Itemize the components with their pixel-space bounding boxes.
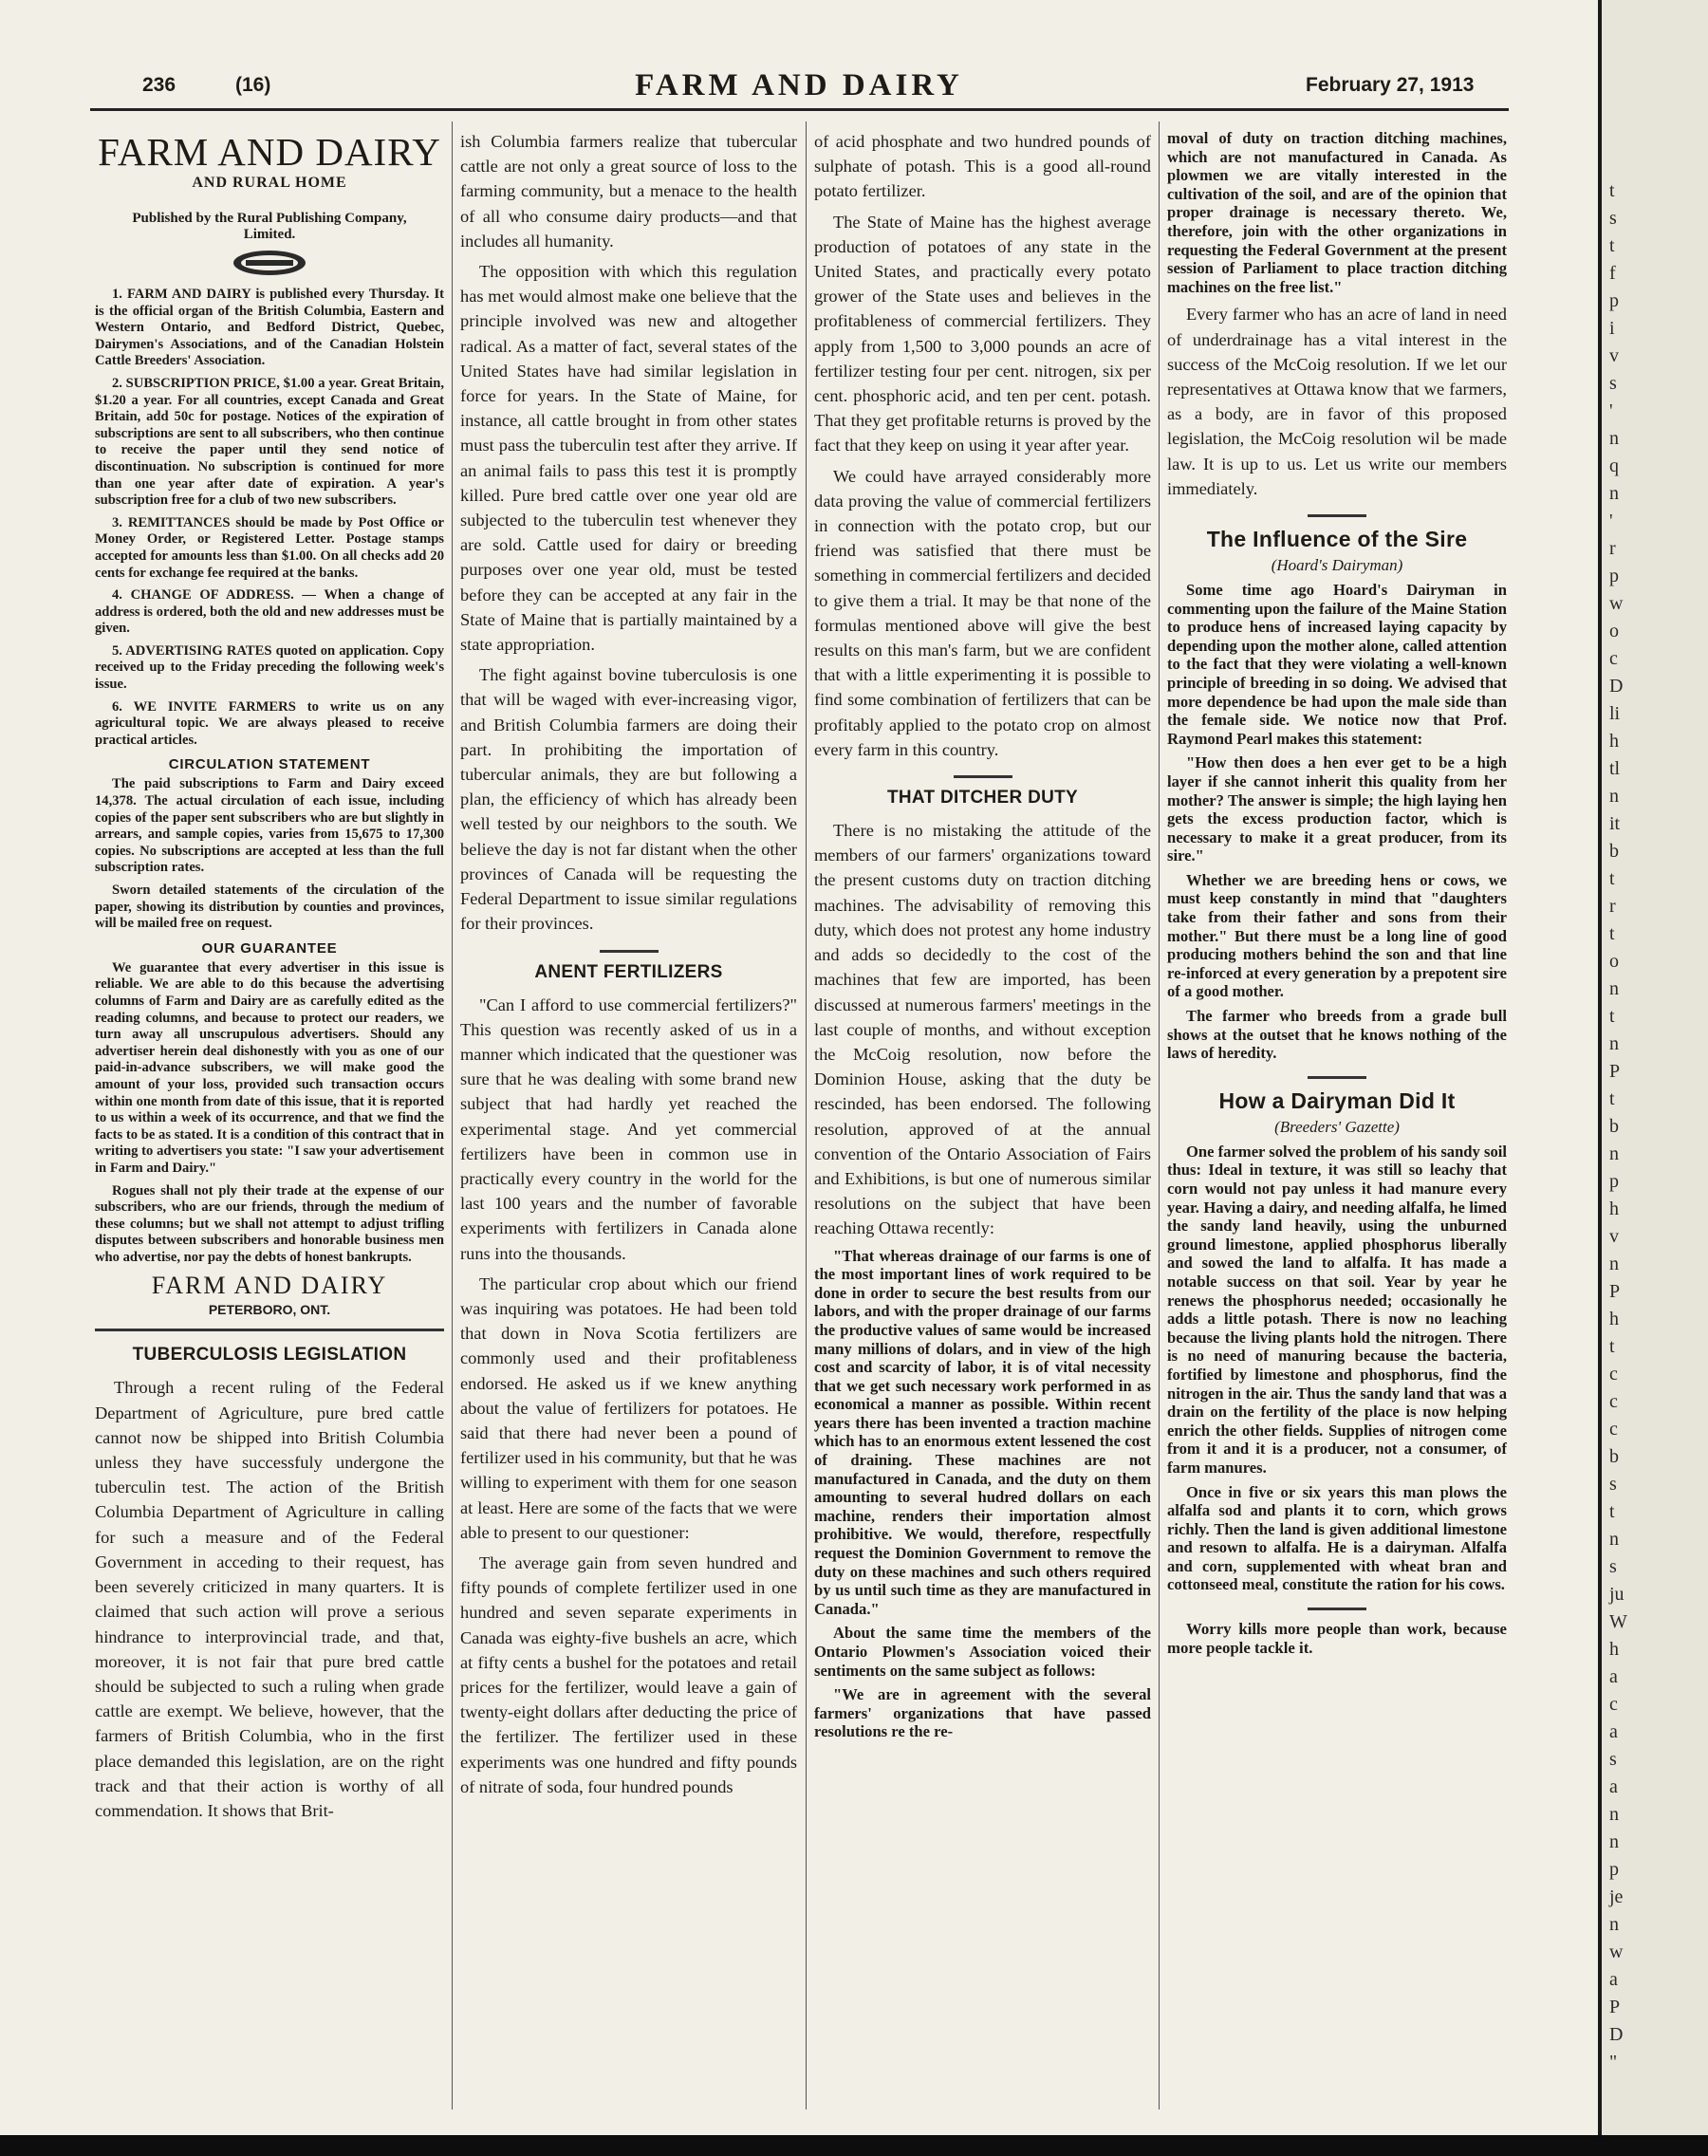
notice-item: 4. CHANGE OF ADDRESS. — When a change of address is ordered, both the old and new addresses must be given.	[95, 587, 444, 637]
paper-subtitle: AND RURAL HOME	[192, 175, 347, 191]
adjacent-page-fragment: h	[1609, 1309, 1619, 1329]
adjacent-page-fragment: n	[1609, 1804, 1619, 1825]
article-source: (Hoard's Dairyman)	[1271, 555, 1403, 574]
adjacent-page-fragment: p	[1609, 1859, 1619, 1880]
article-paragraph: "How then does a hen ever get to be a high layer if she cannot inherit this quality from her mother? The answer is simple; the high laying hen gets the excess production factor, which is necessary to make it a great producer, from its sire."	[1167, 753, 1507, 865]
adjacent-page-fragment: "	[1609, 2052, 1618, 2072]
adjacent-page-fragment: t	[1609, 235, 1615, 256]
adjacent-page-fragment: li	[1609, 703, 1621, 724]
guarantee-heading: OUR GUARANTEE	[201, 939, 338, 957]
article-paragraph: There is no mistaking the attitude of the members of our farmers' organizations toward the present customs duty on traction ditching machines. The advisability of removing this duty, which does not protest any home industry and adds so decidedly to the cost of the machines that few are imported, has been discussed at numerous farmers' meetings in the last couple of months, and without exception the McCoig resolution, now before the Dominion House, asking that the duty be rescinded, has been endorsed. The following resolution, approved of at the annual convention of the Ontario Association of Fairs and Exhibitions, is but one of numerous similar resolutions on the subject that have been reaching Ottawa recently:	[814, 821, 1151, 1238]
adjacent-page-fragment: n	[1609, 1529, 1619, 1550]
adjacent-page-fragment: t	[1609, 1501, 1615, 1522]
adjacent-page-fragment: v	[1609, 1226, 1619, 1247]
article-paragraph: The fight against bovine tuberculosis is one that will be waged with ever-increasing vigor, and British Columbia farmers are doing their part. In prohibiting the importation of tubercular animals, they are but following a plan, the efficiency of which has already been well tested by our neighbors to the south. We believe the day is not far distant when the other provinces of Canada will be requesting the Federal Department to issue similar regulations for their provinces.	[460, 665, 797, 934]
notice-item: 5. ADVERTISING RATES quoted on application. Copy received up to the Friday preceding the following week's issue.	[95, 642, 444, 693]
article-paragraph: Some time ago Hoard's Dairyman in commenting upon the failure of the Maine Station to produce hens of increased laying capacity by depending upon the mother alone, called attention to the fact that they were violating a well-known principle of breeding in so doing. We advised that more dependence be had upon the male side than the female side. We notice now that Prof. Raymond Pearl makes this statement:	[1167, 580, 1507, 748]
adjacent-page-fragment: b	[1609, 1446, 1619, 1467]
circulation-text: The paid subscriptions to Farm and Dairy exceed 14,378. The actual circulation of each issue, including copies of the paper sent subscribers who are but slightly in arrears, and sample copies, varies from 15,675 to 17,300 copies. No subscriptions are accepted at less than the full subscription rates.	[95, 776, 444, 876]
adjacent-page-fragment: h	[1609, 731, 1619, 752]
article-paragraph: The farmer who breeds from a grade bull shows at the outset that he knows nothing of the laws of heredity.	[1167, 1007, 1507, 1063]
adjacent-page-fragment: h	[1609, 1199, 1619, 1219]
plowmen-quote: "We are in agreement with the several farmers' organizations that have passed resolutions re the re-	[814, 1685, 1151, 1741]
publisher-line: Published by the Rural Publishing Company, Limited.	[132, 211, 407, 242]
article-source: (Breeders' Gazette)	[1274, 1117, 1400, 1136]
page-number: 236	[142, 74, 176, 96]
adjacent-page-fragment: v	[1609, 345, 1619, 366]
resolution-quote: "That whereas drainage of our farms is one of the most important lines of work required to be done in order to secure the best results from our labors, and with the proper drainage of our farms the productive values of same would be increased many millions of dolars, and in view of the high cost and scarcity of labor, it is of vital necessity that we get such necessary work performed in as economical a manner as possible. Within recent years there has been invented a traction machine which has to an enormous extent lessened the cost of draining. These machines are not manufactured in Canada, and the duty on them amounting to several hudred dollars on each machine, renders their importation almost prohibitive. We would, therefore, respectfully request the Dominion Government to remove the duty on these machines and such others required by us until such time as they are manufactured in Canada."	[814, 1246, 1151, 1618]
adjacent-page-fragment: t	[1609, 1006, 1615, 1027]
section-rule	[95, 1329, 444, 1331]
adjacent-page-fragment: b	[1609, 841, 1619, 862]
adjacent-page-fragment: W	[1609, 1611, 1627, 1632]
adjacent-page-fragment: p	[1609, 1171, 1619, 1192]
article-paragraph: Every farmer who has an acre of land in need of underdrainage has a vital interest in the success of the McCoig resolution. If we let our representatives at Ottawa know that we farmers, as a body, are in favor of this proposed legislation, the McCoig resolution wil be made law. It is up to us. Let us write our members immediately.	[1167, 305, 1507, 498]
adjacent-page-fragment: D	[1609, 676, 1624, 697]
adjacent-page-fragment: p	[1609, 290, 1619, 311]
running-head: FARM AND DAIRY	[635, 68, 963, 102]
adjacent-page-fragment: b	[1609, 1116, 1619, 1137]
adjacent-page-fragment: tl	[1609, 758, 1621, 779]
article-paragraph: Through a recent ruling of the Federal Department of Agriculture, pure bred cattle cannot now be shipped into British Columbia unless they have successfuly undergone the tuberculin test. The action of the British Columbia Department of Agriculture in calling for such a measure and of the Federal Government in acceding to their request, has been severely criticized in many quarters. It is claimed that such action will prove a serious hindrance to interprovincial trade, and that, moreover, it is not fair that pure bred cattle should be subjected to such a ruling when grade cattle are exempt. We believe, however, that the farmers of British Columbia, who in the first place demanded this legislation, are on the right track and that their action is worthy of all commendation. It shows that Brit-	[95, 1378, 444, 1820]
notice-item: 6. WE INVITE FARMERS to write us on any agricultural topic. We are always pleased to receive practical articles.	[95, 698, 444, 748]
adjacent-page-fragment: n	[1609, 786, 1619, 807]
article-paragraph: The average gain from seven hundred and fifty pounds of complete fertilizer used in one hundred and seven separate experiments in Canada was eighty-five bushels an acre, which at fifty cents a bushel for the potatoes and retail prices for the fertilizer, would leave a gain of twenty-eight dollars after deducting the price of the fertilizer. The fertilizer used in these experiments was one hundred and fifty pounds of nitrate of soda, four hundred pounds	[460, 1552, 797, 1796]
adjacent-page-fragment: t	[1609, 1088, 1615, 1109]
adjacent-page-fragment: je	[1609, 1886, 1624, 1907]
adjacent-page-fragment: r	[1609, 538, 1616, 559]
article-heading: THAT DITCHER DUTY	[886, 788, 1079, 808]
adjacent-page-fragment: c	[1609, 1364, 1618, 1385]
section-rule	[1308, 1076, 1366, 1079]
column-2	[460, 129, 797, 2103]
issue-date: February 27, 1913	[1306, 74, 1475, 96]
adjacent-page-fragment: P	[1609, 1997, 1621, 2017]
adjacent-page-fragment: q	[1609, 455, 1619, 476]
adjacent-page-fragment: s	[1609, 1474, 1617, 1495]
guarantee-text: Rogues shall not ply their trade at the expense of our subscribers, who are our friends, through the medium of these columns; but we shall not attempt to adjust trifling disputes between subscribers and honorable business men who advertise, nor pay the debts of honest bankrupts.	[95, 1182, 444, 1265]
adjacent-page-fragment: n	[1609, 428, 1619, 449]
adjacent-page-fragment: h	[1609, 1639, 1619, 1660]
page-alt-number: (16)	[235, 74, 271, 96]
article-heading: TUBERCULOSIS LEGISLATION	[132, 1345, 407, 1366]
article-paragraph: Once in five or six years this man plows the alfalfa sod and plants it to corn, which grows richly. Then the land is given additional limestone and resown to alfalfa. He is a dairyman. Alfalfa and corn, supplemented with wheat bran and cottonseed meal, constitute the ration for his cows.	[1167, 1482, 1507, 1594]
notice-item: 2. SUBSCRIPTION PRICE, $1.00 a year. Great Britain, $1.20 a year. For all countries, except Canada and Great Britain, add 50c for postage. Notices of the expiration of subscriptions are sent to all subscribers, who then continue to receive the paper until they send notice of discontinuation. No subscription is continued for more than one year after date of expiration. A year's subscription free for a club of two new subscribers.	[95, 375, 444, 509]
column-rule	[452, 121, 453, 2110]
adjacent-page-fragment: c	[1609, 1391, 1618, 1412]
article-paragraph: Whether we are breeding hens or cows, we must keep constantly in mind that "daughters take from their father and sons from their mother." But there must be a long line of good producing mothers behind the son and that line re-inforced at every generation by a prepotent sire of a good mother.	[1167, 870, 1507, 1001]
adjacent-page-fragment: n	[1609, 1914, 1619, 1935]
notice-item: 1. FARM AND DAIRY is published every Thursday. It is the official organ of the British Columbia, Eastern and Western Ontario, and Bedford District, Quebec, Dairymen's Associations, and of the Canadian Holstein Cattle Breeders' Association.	[95, 287, 444, 369]
adjacent-page-fragment: '	[1609, 400, 1613, 421]
adjacent-page-fragment: s	[1609, 373, 1617, 394]
adjacent-page-fragment: r	[1609, 896, 1616, 917]
column-4	[1167, 129, 1507, 2103]
adjacent-page-fragment: p	[1609, 566, 1619, 586]
adjacent-page-fragment: n	[1609, 1831, 1619, 1852]
article-paragraph: We could have arrayed considerably more data proving the value of commercial fertilizers in connection with the potato crop, but our friend was satisfied that there must be something in commercial fertilizers and decided to give them a trial. It may be that none of the formulas mentioned above will give the best results on this man's farm, but we are confident that with a little experimenting it is possible to find some combination of fertilizers that can be profitably applied to the potato crop on almost every farm in this country.	[814, 466, 1151, 759]
article-paragraph: The State of Maine has the highest average production of potatoes of any state in the United States, and practically every potato grower of the State uses and believes in the profitableness of commercial fertilizers. They apply from 1,500 to 3,000 pounds an acre of fertilizer testing four per cent. nitrogen, six per cent. phosphoric acid, and ten per cent. potash. That they get profitable returns is proved by the fact that they keep on using it year after year.	[814, 212, 1151, 455]
article-paragraph: The particular crop about which our friend was inquiring was potatoes. He had been told that down in Nova Scotia fertilizers are commonly used and their profitableness endorsed. He asked us if we knew anything about the value of fertilizers for potatoes. He said that there had never been a pound of fertilizer used in his community, but that he was willing to experiment with them for one season at least. Here are some of the facts that we were able to present to our questioner:	[460, 1273, 797, 1542]
adjacent-page-fragment: i	[1609, 318, 1615, 339]
ornament-icon	[231, 249, 308, 277]
plowmen-quote-cont: moval of duty on traction ditching machines, which are not manufactured in Canada. As plowmen we are vitally interested in the cultivation of the soil, and are of the opinion that proper drainage is necessary thereto. We, therefore, join with the other organizations in requesting the Federal Government at the present session of Parliament to place traction ditching machines on the free list."	[1167, 129, 1507, 296]
adjacent-page-fragment: c	[1609, 648, 1618, 669]
adjacent-page-fragment: a	[1609, 1666, 1618, 1687]
adjacent-page-fragment: a	[1609, 1776, 1618, 1797]
adjacent-page-fragment: o	[1609, 951, 1619, 972]
article-paragraph: One farmer solved the problem of his sandy soil thus: Ideal in texture, it was still so leachy that corn would not pay unless it had manure every year. Having a dairy, and needing alfalfa, he limed the sandy land heavily, using the unburned ground limestone, applied phosphorus liberally and sowed the land to alfalfa. It has made a notable success on that soil. Year by year he renews the phosphorus needed; occasionally he adds a little potash. There is now no leaching because the living plants hold the nitrogen. There is no need of manuring because the bacteria, fortified by limestone and phosphorus, find the nitrogen in the air. Thus the sandy land that was a drain on the fertility of the place is now helping enrich the other fields. Supplies of nitrogen come from it and it is a producer, not a consumer, of farm manures.	[1167, 1142, 1507, 1477]
section-rule	[1308, 514, 1366, 517]
adjacent-page-fragment: t	[1609, 1336, 1615, 1357]
article-heading: ANENT FERTILIZERS	[534, 961, 723, 982]
adjacent-page-fragment: s	[1609, 1556, 1617, 1577]
adjacent-page-fragment: o	[1609, 621, 1619, 641]
adjacent-page-fragment: w	[1609, 1942, 1624, 1962]
adjacent-page-fragment: D	[1609, 2024, 1624, 2045]
article-paragraph: About the same time the members of the Ontario Plowmen's Association voiced their sentiments on the same subject as follows:	[814, 1624, 1151, 1680]
adjacent-page-fragment: w	[1609, 593, 1624, 614]
guarantee-text: We guarantee that every advertiser in this issue is reliable. We are able to do this because the advertising columns of Farm and Dairy are as carefully edited as the reading columns, and because to protect our readers, we turn away all unscrupulous advertisers. Should any advertiser herein deal dishonestly with you as one of our paid-in-advance subscribers, we will make good the amount of your loss, provided such transaction occurs within one month from date of this issue, that it is reported to us within a week of its occurrence, and that we find the facts to be as stated. It is a condition of this contract that in writing to advertisers you state: "I saw your advertisement in Farm and Dairy."	[95, 959, 444, 1176]
adjacent-page-fragment: n	[1609, 978, 1619, 999]
adjacent-page-fragment: n	[1609, 1033, 1619, 1054]
adjacent-page-fragment: ju	[1609, 1584, 1624, 1605]
article-heading: How a Dairyman Did It	[1218, 1087, 1456, 1113]
header-rule	[90, 108, 1509, 111]
section-rule	[600, 950, 659, 953]
footer-paper-name: FARM AND DAIRY	[151, 1272, 388, 1300]
adjacent-page-edge	[1602, 0, 1708, 2135]
footer-place: PETERBORO, ONT.	[208, 1302, 331, 1318]
article-paragraph: The opposition with which this regulation has met would almost make one believe that the principle involved was new and altogether radical. As a matter of fact, several states of the United States have had similar legislation in force for years. In the State of Maine, for instance, all cattle brought in from other states must pass the tuberculin test after they arrive. If an animal fails to pass this test it is promptly killed. Pure bred cattle over one year old are subjected to the tuberculin test whenever they are sold. Cattle used for dairy or breeding purposes over one year old, must be tested before they can be accepted at any fair in the State of Maine that is partially maintained by a state appropriation.	[460, 262, 797, 655]
adjacent-page-fragment: c	[1609, 1694, 1618, 1715]
column-rule	[806, 121, 807, 2110]
adjacent-page-fragment: '	[1609, 511, 1613, 531]
adjacent-page-fragment: n	[1609, 483, 1619, 504]
article-paragraph: ish Columbia farmers realize that tubercular cattle are not only a great source of loss to the farming community, but a menace to the health of all who consume dairy products—and that includes all humanity.	[460, 132, 797, 251]
article-paragraph: "Can I afford to use commercial fertilizers?" This question was recently asked of us in a manner which indicated that the questioner was sure that he was dealing with some brand new subject that had hardly yet reached the experimental stage. And yet commercial fertilizers have been in common use in practically every country in the world for the last 100 years and the number of favorable experiments with fertilizers in Canada alone runs into the thousands.	[460, 994, 797, 1263]
scan-bottom-edge	[0, 2135, 1708, 2156]
column-rule	[1159, 121, 1160, 2110]
circulation-text: Sworn detailed statements of the circulation of the paper, showing its distribution by counties and provinces, will be mailed free on request.	[95, 883, 444, 932]
adjacent-page-fragment: a	[1609, 1721, 1618, 1742]
column-1	[95, 129, 444, 2103]
notice-item: 3. REMITTANCES should be made by Post Office or Money Order, or Registered Letter. Postage stamps accepted for amounts less than $1.00. On all checks add 20 cents for exchange fee required at the banks.	[95, 514, 444, 581]
section-rule	[1308, 1608, 1366, 1610]
column-3	[814, 129, 1151, 2103]
adjacent-page-fragment: P	[1609, 1281, 1621, 1302]
adjacent-page-fragment: n	[1609, 1143, 1619, 1164]
adjacent-page-fragment: t	[1609, 180, 1615, 201]
adjacent-page-fragment: n	[1609, 1254, 1619, 1274]
adjacent-page-fragment: t	[1609, 868, 1615, 889]
adjacent-page-fragment: t	[1609, 923, 1615, 944]
adjacent-page-fragment: f	[1609, 263, 1616, 284]
adjacent-page-fragment: s	[1609, 208, 1617, 229]
article-paragraph: of acid phosphate and two hundred pounds of sulphate of potash. This is a good all-round potato fertilizer.	[814, 132, 1151, 201]
section-rule	[954, 775, 1012, 778]
paper-title: FARM AND DAIRY	[98, 130, 441, 174]
adjacent-page-fragment: it	[1609, 813, 1621, 834]
circulation-heading: CIRCULATION STATEMENT	[168, 756, 371, 773]
adjacent-page-fragment: P	[1609, 1061, 1621, 1082]
article-heading: The Influence of the Sire	[1206, 526, 1468, 551]
adjacent-page-fragment: s	[1609, 1749, 1617, 1770]
adjacent-page-fragment: a	[1609, 1969, 1618, 1990]
adjacent-page-fragment: c	[1609, 1419, 1618, 1440]
closing-line: Worry kills more people than work, because more people tackle it.	[1167, 1620, 1507, 1657]
